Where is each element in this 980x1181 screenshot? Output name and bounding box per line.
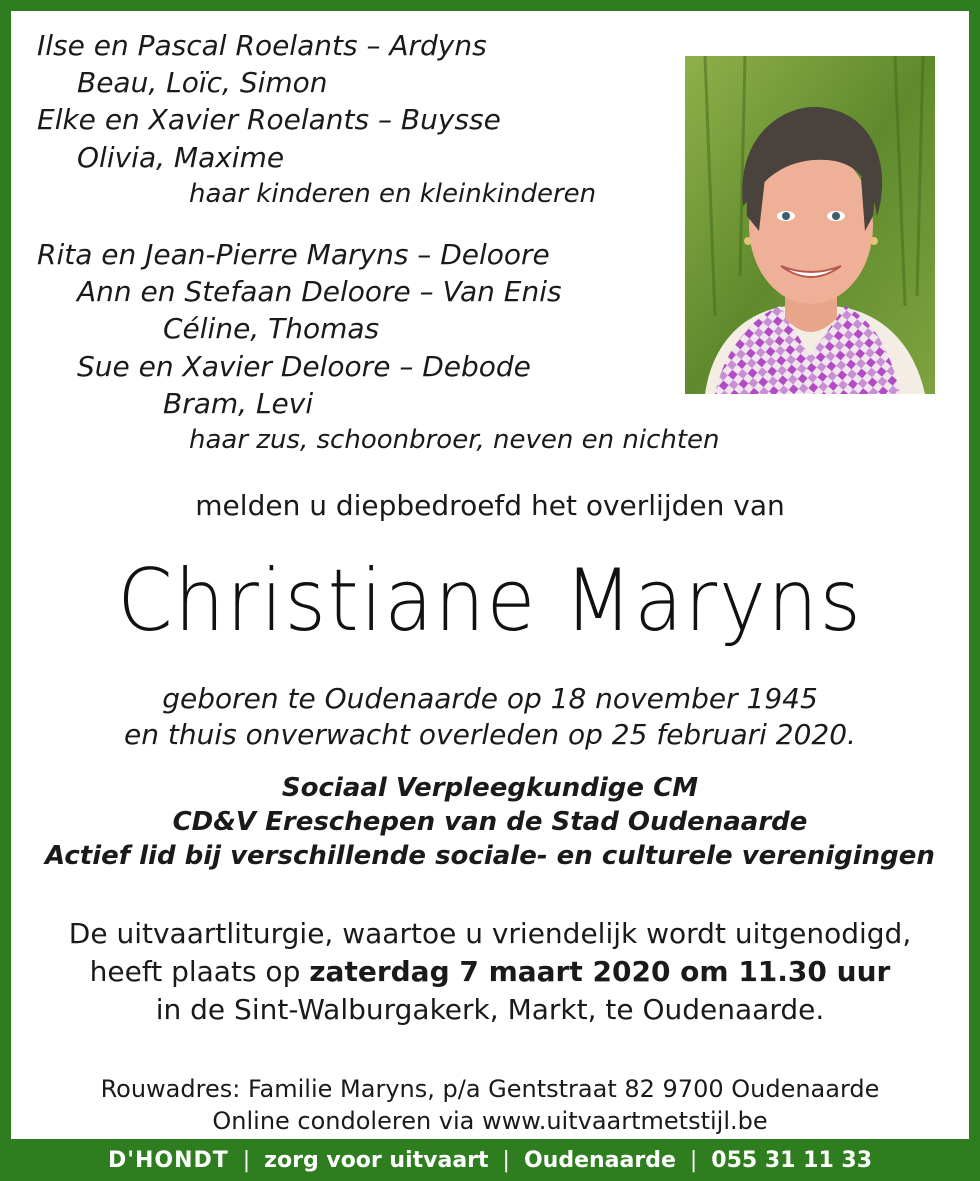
title-line: Sociaal Verpleegkundige CM [281,773,699,803]
funeral-home-tagline: zorg voor uitvaart [264,1147,489,1173]
family-group-children [37,27,697,176]
funeral-details [11,915,969,1029]
family-member-line: Ann en Stefaan Deloore – Van Enis [77,275,562,309]
family-member-line: Ilse en Pascal Roelants – Ardyns [37,29,487,62]
portrait-photo [685,56,935,394]
funeral-home-banner [0,1139,980,1181]
honorary-titles [11,771,969,873]
family-role-children: haar kinderen en kleinkinderen [189,178,597,209]
family-member-line: Olivia, Maxime [77,140,285,174]
family-member-line: Bram, Levi [163,386,314,420]
family-list [37,27,720,459]
family-member-line: Beau, Loïc, Simon [77,66,328,100]
family-role-siblings: haar zus, schoonbroer, neven en nichten [189,425,720,456]
death-line: en thuis onverwacht overleden op 25 februari 2020. [124,718,856,751]
mourning-address: Rouwadres: Familie Maryns, p/a Gentstraat 82 9700 Oudenaarde [100,1075,880,1103]
announcement-text: melden u diepbedroefd het overlijden van [195,489,785,522]
funeral-home-phone: 055 31 11 33 [711,1147,873,1173]
funeral-location-line: in de Sint-Walburgakerk, Markt, te Oudenaarde. [155,993,825,1026]
title-line: CD&V Ereschepen van de Stad Oudenaarde [172,807,808,837]
family-group-siblings [37,236,697,422]
life-dates [11,681,969,753]
online-condolence: Online condoleren via www.uitvaartmetstijl.be [212,1107,768,1135]
funeral-home-city: Oudenaarde [523,1147,676,1173]
family-member-line: Elke en Xavier Roelants – Buysse [37,103,501,137]
family-member-line: Sue en Xavier Deloore – Debode [77,349,531,383]
funeral-invite-line: De uitvaartliturgie, waartoe u vriendelijk wordt uitgenodigd, [68,917,912,950]
funeral-date-time: zaterdag 7 maart 2020 om 11.30 uur [309,955,891,988]
funeral-date-prefix: heeft plaats op [89,955,310,988]
birth-line: geboren te Oudenaarde op 18 november 1945 [162,682,818,715]
separator: | [689,1147,698,1173]
deceased-name: Christiane Maryns [117,551,863,651]
funeral-date-line [11,953,969,991]
family-member-line: Céline, Thomas [163,312,380,346]
family-member-line: Rita en Jean-Pierre Maryns – Deloore [37,238,550,272]
title-line: Actief lid bij verschillende sociale- en culturele verenigingen [45,841,935,871]
separator: | [502,1147,510,1173]
funeral-home-logo: D'HONDT [107,1147,229,1173]
condolence-address [11,1073,969,1137]
separator: | [242,1147,251,1173]
